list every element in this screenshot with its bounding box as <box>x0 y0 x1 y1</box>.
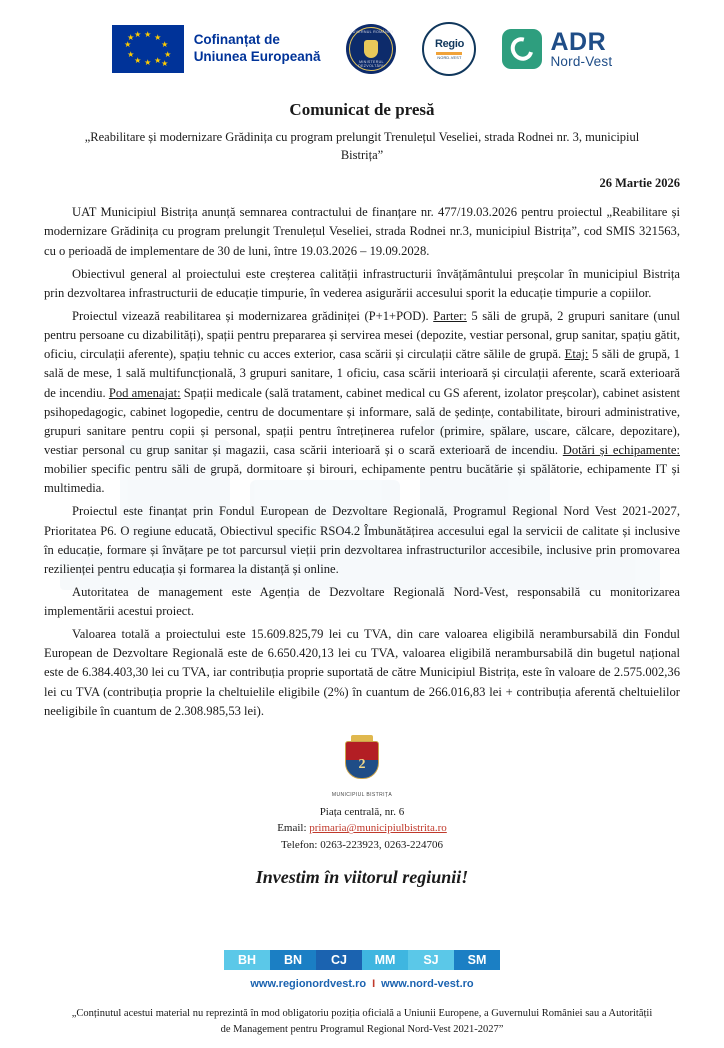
adr-mark-icon <box>502 29 542 69</box>
contact-block <box>44 804 680 854</box>
regio-word: Regio <box>434 38 464 50</box>
contact-email-line <box>44 820 680 837</box>
county-cell-mm: MM <box>362 950 408 970</box>
eu-logo-line2: Uniunea Europeană <box>193 49 321 64</box>
county-cell-bn: BN <box>270 950 316 970</box>
page-title: Comunicat de presă <box>289 100 435 119</box>
county-cell-cj: CJ <box>316 950 362 970</box>
paragraph-project-description <box>44 307 680 498</box>
eu-logo-line1: Cofinanțat de <box>193 32 280 48</box>
label-etaj: Etaj: <box>564 347 589 362</box>
document-date: 26 Martie 2026 <box>599 176 680 191</box>
logo-bar <box>44 0 680 86</box>
website-link-nordvest[interactable]: www.nord-vest.ro <box>381 978 474 991</box>
eu-flag-icon: ★ ★ ★ ★ ★ ★ ★ ★ ★ ★ ★ ★ <box>112 25 184 73</box>
adr-logo-sub: Nord-Vest <box>550 54 613 70</box>
text-etaj: 5 săli de grupă, 1 sală de mese, 1 sală multifuncțională, 3 grupuri sanitare, 1 oficiu, casa scării interioară și circulații aferente, scară exterioară de incendiu. <box>44 347 680 400</box>
county-cell-bh: BH <box>224 950 270 970</box>
city-crest-block <box>44 735 680 798</box>
bistrita-crest-icon <box>342 735 382 785</box>
website-separator: I <box>372 978 376 991</box>
crest-number: 2 <box>358 756 366 772</box>
regio-accent-bar <box>436 52 462 55</box>
website-link-regionordvest[interactable]: www.regionordvest.ro <box>250 978 367 991</box>
contact-phone: Telefon: 0263-223923, 0263-224706 <box>280 838 444 851</box>
county-cell-sj: SJ <box>408 950 454 970</box>
crest-caption: MUNICIPIUL BISTRIȚA <box>331 791 393 798</box>
label-dotari: Dotări și echipamente: <box>562 442 680 457</box>
paragraph-management-authority: Autoritatea de management este Agenția de Dezvoltare Regională Nord-Vest, responsabilă cu monitorizarea implementării acestui proiect. <box>44 584 680 619</box>
gov-seal-top-text: GUVERNUL ROMÂNIEI <box>349 30 394 34</box>
document-subtitle: „Reabilitare și modernizare Grădinița cu program prelungit Trenulețul Veseliei, strada Rodnei nr. 3, municipiul Bistrița” <box>84 130 640 163</box>
eu-logo-text <box>194 32 321 66</box>
slogan: Investim în viitorul regiunii! <box>255 867 469 888</box>
website-links <box>44 978 680 990</box>
government-seal-icon <box>346 24 396 74</box>
regio-subtitle: NORD-VEST <box>437 56 462 60</box>
text-parter: 5 săli de grupă, 2 grupuri sanitare (unul pentru persoane cu dizabilități), spații pentru prepararea și servirea mesei (depozite, vestiar personal, grup sanitar, spațiu gătit, oficiu, circulații aferente), spațiu tehnic cu acces exterior, casa scării și circulații către sălile de grupă. <box>44 308 680 362</box>
county-cell-sm: SM <box>454 950 500 970</box>
email-link[interactable]: primaria@municipiulbistrita.ro <box>309 822 447 835</box>
paragraph-project-value: Valoarea totală a proiectului este 15.609.825,79 lei cu TVA, din care valoarea eligibilă nerambursabilă din Fondul European de Dezvoltare Regională este de 6.650.420,13 lei cu TVA, valoarea eligibilă nerambursabilă din bugetul național este de 6.384.403,30 lei cu TVA, iar contribuția proprie suportată de către Municipiul Bistrița, este în valoare de 2.575.002,36 lei cu TVA (contribuția proprie la cheltuielile eligibile (2%) în cuantum de 266.016,83 lei + contribuția aferentă cheltuielilor neeligibile în cuantum de 2.308.985,53 lei). <box>44 627 680 718</box>
paragraph-funding: Proiectul este finanțat prin Fondul European de Dezvoltare Regională, Programul Regional Nord Vest 2021-2027, Prioritatea P6. O regiune educată, Obiectivul specific RSO4.2 Îmbunătățirea accesului egal la servicii de calitate și inclusive în educație, formare și învățare pe tot parcursul vieții prin dezvoltarea infrastructurilor accesibile, inclusive prin promovarea rezilienței pentru educația și formarea la distanță și online. <box>44 504 680 576</box>
eu-cofinancing-logo <box>112 25 321 73</box>
email-label: Email: <box>277 822 310 835</box>
gov-seal-bottom-text: MINISTERUL DEZVOLTĂRII <box>358 60 385 68</box>
text-dotari: mobilier specific pentru săli de grupă, dormitoare și birouri, echipamente pentru bucătărie și spălătorie, echipamente IT și multimedia. <box>44 462 680 496</box>
regio-logo <box>422 22 476 76</box>
text-pod-amenajat: Spații medicale (sală tratament, cabinet medical cu GS aferent, izolator preșcolar), cabinet asistent psihopedagogic, cabinet logopedie, centru de documentare și informare, sală de ședințe, contabilitate, birouri administrative, grupuri sanitare pentru copii și personal, spații pentru întreținerea rufelor (primire, spălare, uscare, călcare, depozitare), vestiar personal cu grup sanitar și magazii, casa scării interioară și o scară exterioară de incendiu. <box>44 385 681 457</box>
project-intro: Proiectul vizează reabilitarea și modernizarea grădiniței (P+1+POD). <box>72 308 434 323</box>
label-parter: Parter: <box>433 308 467 323</box>
county-strip <box>44 950 680 970</box>
adr-logo-main: ADR <box>550 27 607 56</box>
adr-nord-vest-logo <box>502 29 612 69</box>
paragraph-announcement: UAT Municipiul Bistrița anunță semnarea contractului de finanțare nr. 477/19.03.2026 pentru proiectul „Reabilitare și modernizare Grădinița cu program prelungit Trenulețul Veseliei, strada Rodnei nr.3, municipiul Bistrița”, cod SMIS 321563, cu o perioadă de implementare de 30 de luni, între 19.03.2026 – 19.09.2028. <box>44 205 680 258</box>
paragraph-objective: Obiectivul general al proiectului este creșterea calității infrastructurii învățământului preșcolar în municipiul Bistrița prin dezvoltarea infrastructurii de educație timpurie, în vederea asigurării accesului sporit la educație timpurie a copiilor. <box>44 266 680 300</box>
label-pod-amenajat: Pod amenajat: <box>108 385 181 400</box>
disclaimer-text: „Conținutul acestui material nu reprezintă în mod obligatoriu poziția oficială a Uniunii Europene, a Guvernului României sau a Autorității de Management pentru Programul Regional Nord-Vest 2021-2027” <box>71 1008 653 1036</box>
contact-address: Piața centrală, nr. 6 <box>319 805 405 818</box>
